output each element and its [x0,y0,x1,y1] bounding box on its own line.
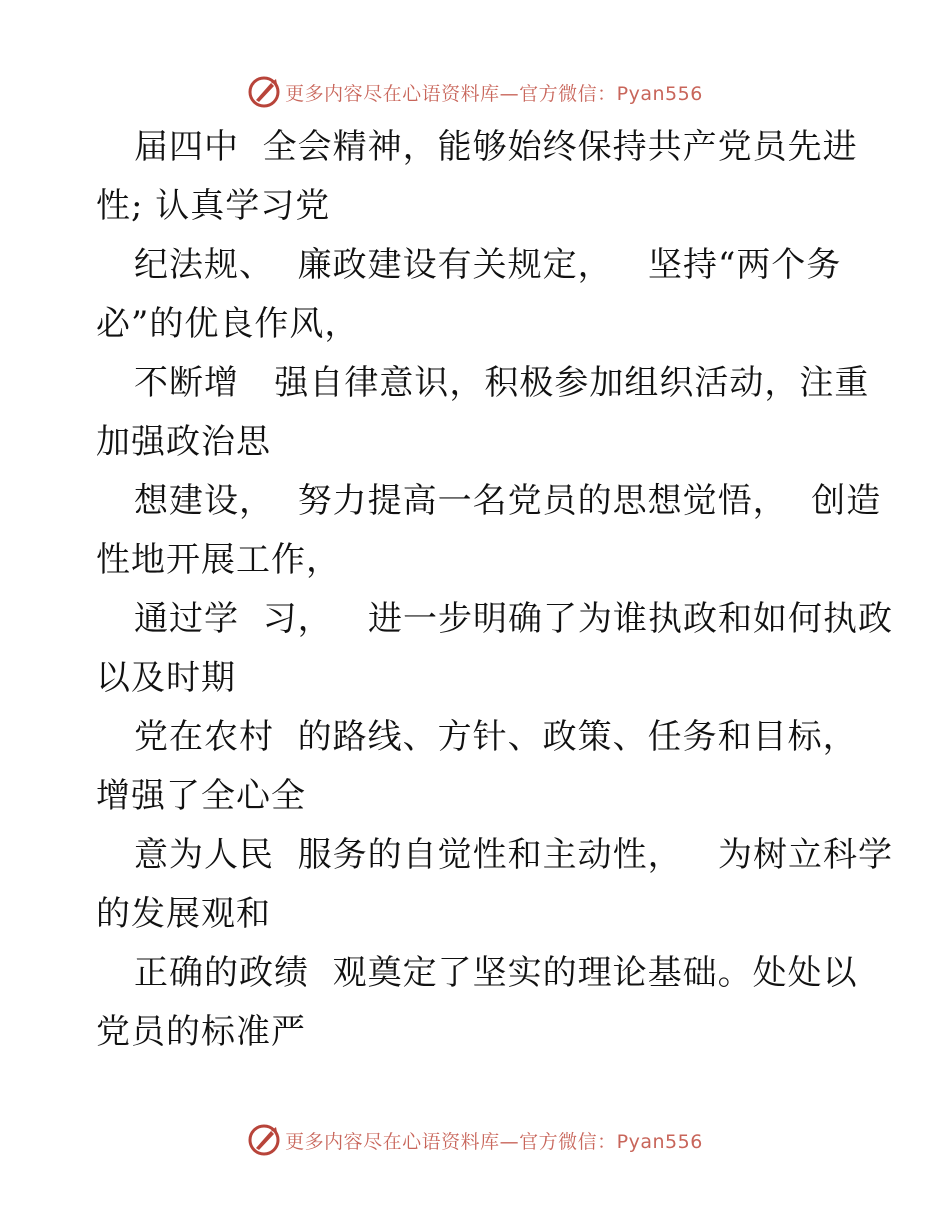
paragraph [96,708,856,826]
text-line: 以及时期 [96,658,236,698]
text-line: 意为人民 服务的自觉性和主动性， 为树立科学 [134,835,894,875]
text-line: 性地开展工作， [96,540,341,580]
text-line: 必”的优良作风， [96,304,360,344]
text-line: 想建设， 努力提高一名党员的思想觉悟， 创造 [134,481,882,521]
paragraph [96,472,882,590]
text-line: 增强了全心全 [96,776,306,816]
text-line: 党员的标准严 [96,1012,306,1052]
paragraph [96,236,856,354]
paragraph [96,944,856,1062]
text-line: 正确的政绩 观奠定了坚实的理论基础。处处以 [134,953,858,993]
header-banner [0,72,950,112]
paragraph [96,118,856,236]
banner-text: 更多内容尽在心语资料库—官方微信：Pyan556 [285,82,703,105]
paragraph [96,590,894,708]
text-line: 纪法规、 廉政建设有关规定， 坚持“两个务 [134,245,842,285]
text-line: 不断增 强自律意识，积极参加组织活动，注重 [134,363,870,403]
text-line: 性; 认真学习党 [96,186,331,226]
text-line: 届四中 全会精神，能够始终保持共产党员先进 [134,127,858,167]
quill-logo-icon [247,75,281,109]
paragraph [96,354,870,472]
banner-text: 更多内容尽在心语资料库—官方微信：Pyan556 [285,1130,703,1153]
text-line: 通过学 习， 进一步明确了为谁执政和如何执政 [134,599,894,639]
text-line: 加强政治思 [96,422,271,462]
document-body [96,118,894,1062]
quill-logo-icon [247,1123,281,1157]
text-line: 的发展观和 [96,894,271,934]
footer-banner [0,1120,950,1160]
paragraph [96,826,894,944]
text-line: 党在农村 的路线、方针、政策、任务和目标， [134,717,858,757]
